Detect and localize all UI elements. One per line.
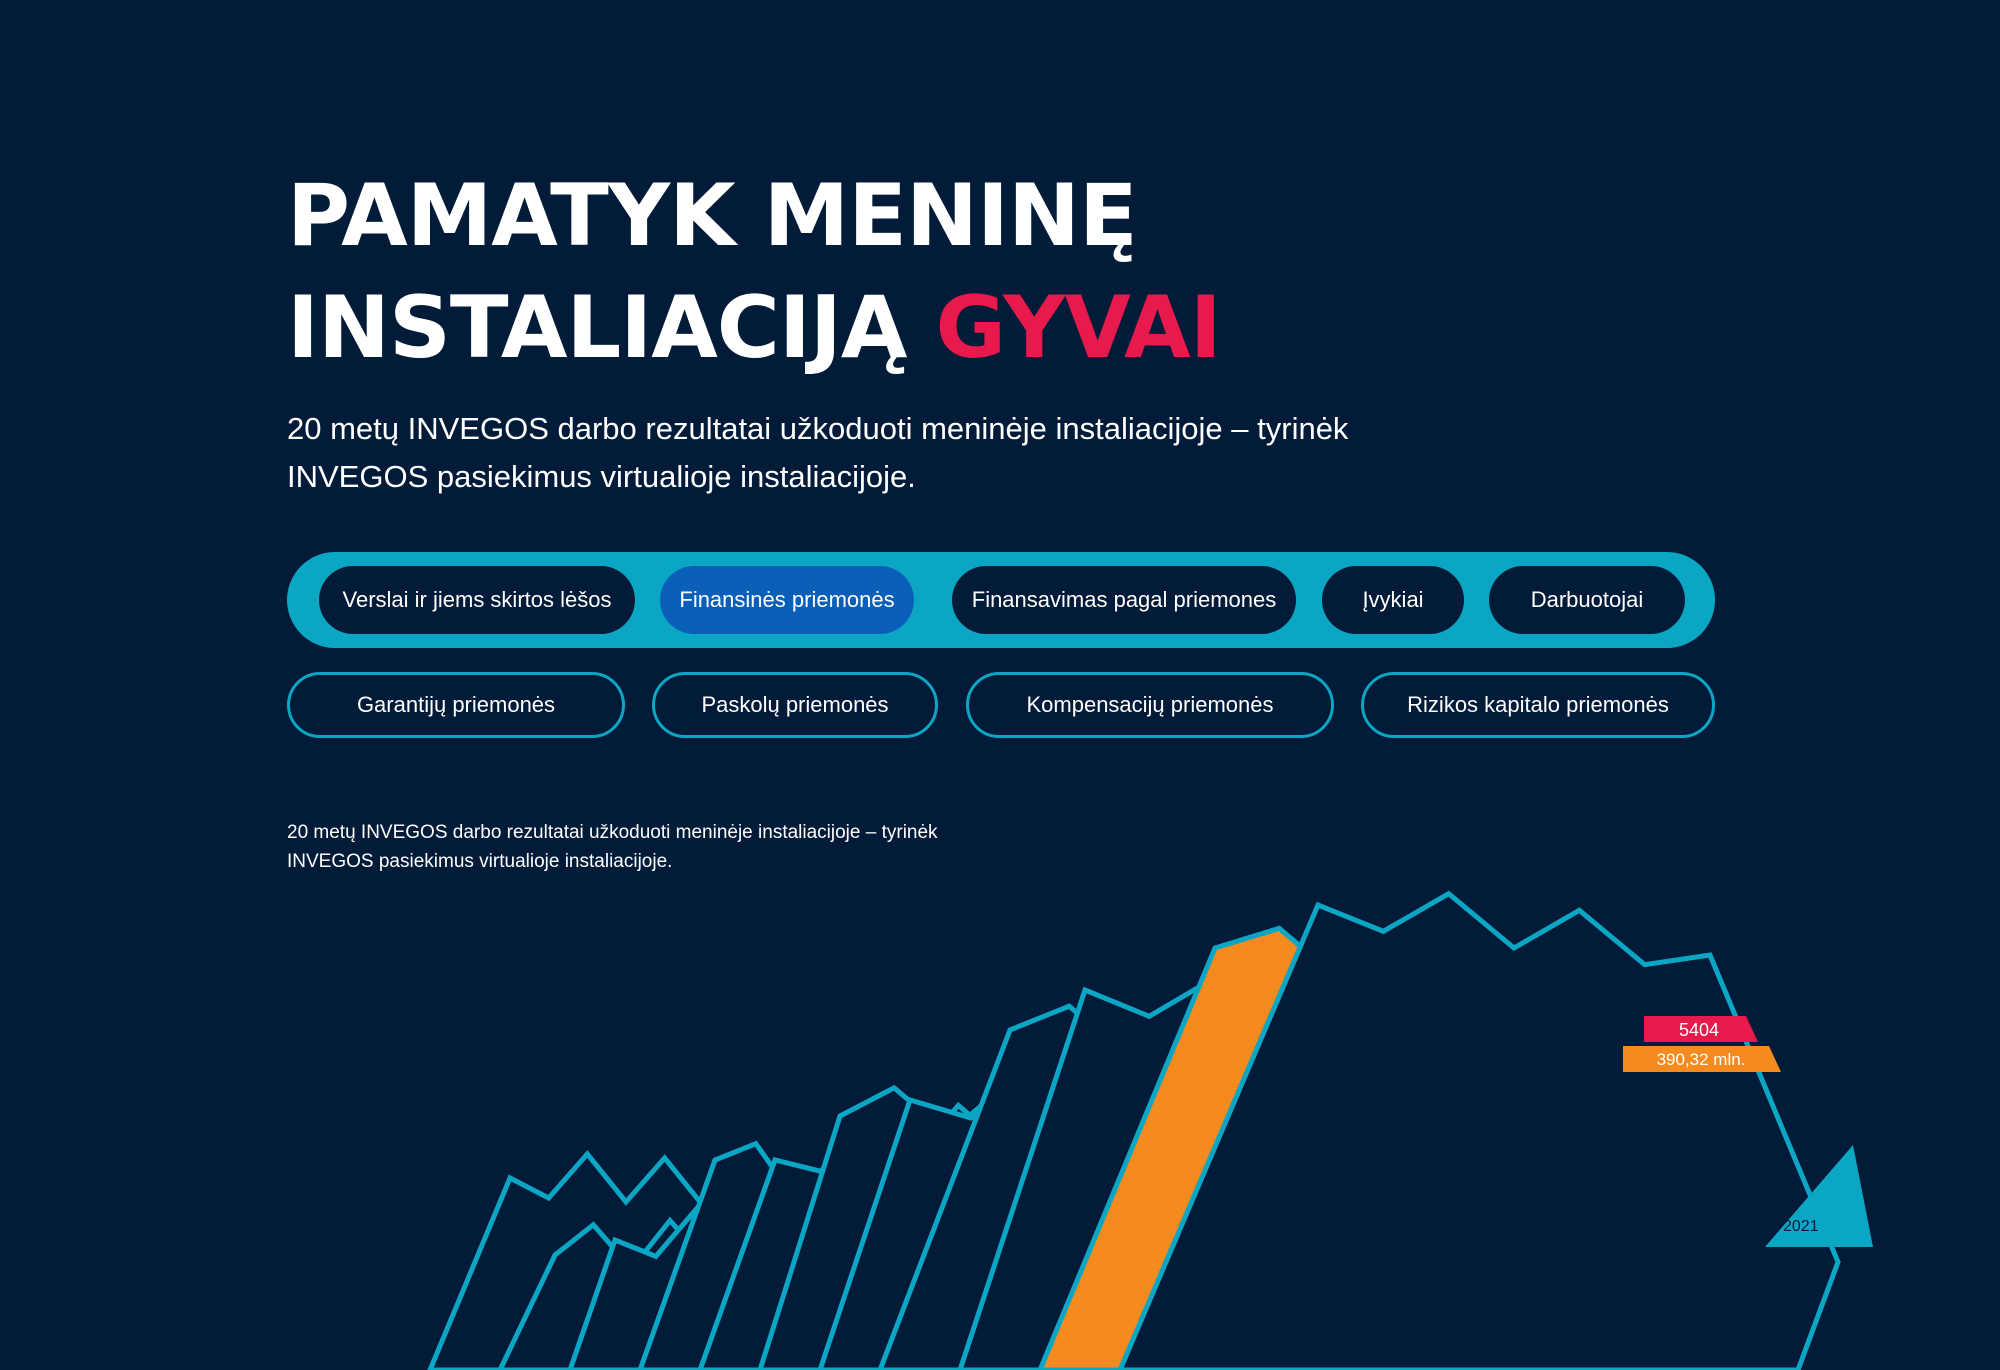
amount-value: 390,32 mln. <box>1656 1050 1746 1069</box>
hero-subtitle: 20 metų INVEGOS darbo rezultatai užkoduoti meninėje instaliacijoje – tyrinėk INVEGOS pasiekimus virtualioje instaliacijoje. <box>287 411 1349 494</box>
tab-finansavimas-pagal-priemones[interactable]: Finansavimas pagal priemones <box>952 566 1296 634</box>
subtab-paskolu-priemones[interactable]: Paskolų priemonės <box>652 672 938 738</box>
main-tabs <box>287 552 1715 648</box>
installation-description: 20 metų INVEGOS darbo rezultatai užkoduoti meninėje instaliacijoje – tyrinėk INVEGOS pasiekimus virtualioje instaliacijoje. <box>287 822 938 872</box>
tab-verslai[interactable]: Verslai ir jiems skirtos lėšos <box>319 566 635 634</box>
year-label: 2021 <box>1783 1218 1819 1235</box>
subtab-kompensaciju-priemones[interactable]: Kompensacijų priemonės <box>966 672 1334 738</box>
hero-title-accent: GYVAI <box>935 278 1221 378</box>
hero-title <box>287 160 1221 384</box>
subtab-rizikos-kapitalo-priemones[interactable]: Rizikos kapitalo priemonės <box>1361 672 1715 738</box>
installation-visual[interactable] <box>0 860 2000 1370</box>
tab-finansines-priemones[interactable]: Finansinės priemonės <box>660 566 914 634</box>
hero-title-line1: PAMATYK MENINĘ <box>287 166 1137 266</box>
count-value: 5404 <box>1678 1020 1720 1040</box>
tab-darbuotojai[interactable]: Darbuotojai <box>1489 566 1685 634</box>
tab-ivykiai[interactable]: Įvykiai <box>1322 566 1464 634</box>
hero-title-line2: INSTALIACIJĄ <box>287 278 907 378</box>
subtab-garantiju-priemones[interactable]: Garantijų priemonės <box>287 672 625 738</box>
